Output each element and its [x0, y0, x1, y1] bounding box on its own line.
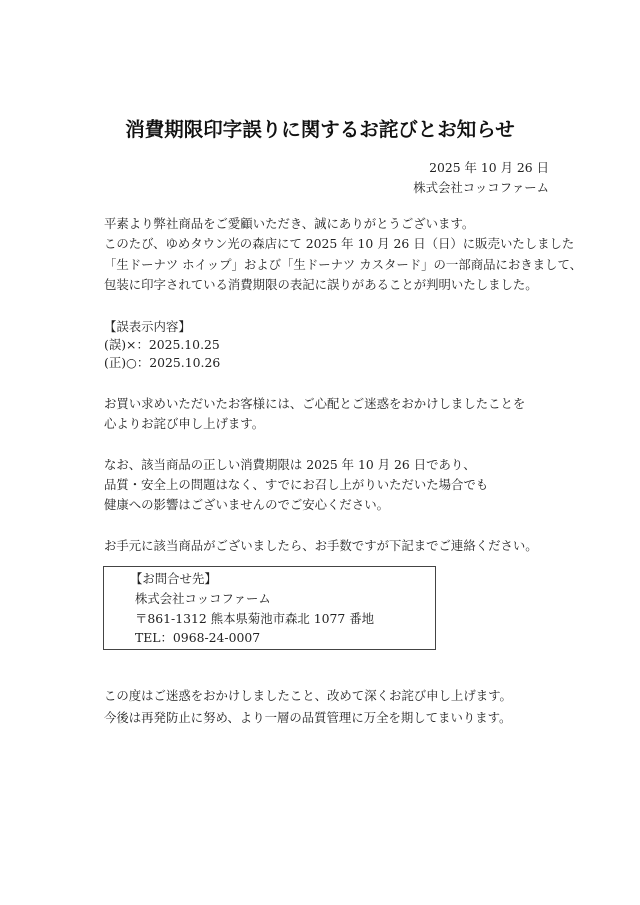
- intro-line: 平素より弊社商品をご愛顧いただき、誠にありがとうございます。: [104, 216, 475, 231]
- contact-heading: 【お問合せ先】: [130, 571, 217, 586]
- contact-address: 〒861-1312 熊本県菊池市森北 1077 番地: [135, 611, 375, 626]
- closing-line: この度はご迷惑をおかけしましたこと、改めて深くお詫び申し上げます。: [104, 688, 512, 703]
- safety-line: 品質・安全上の問題はなく、すでにお召し上がりいただいた場合でも: [104, 477, 489, 492]
- apology-line: 心よりお詫び申し上げます。: [104, 416, 265, 431]
- intro-line: 包装に印字されている消費期限の表記に誤りがあることが判明いたしました。: [104, 277, 538, 292]
- contact-tel: TEL：0968-24-0007: [135, 630, 261, 645]
- closing-line: 今後は再発防止に努め、より一層の品質管理に万全を期してまいります。: [104, 710, 512, 725]
- document-title: 消費期限印字誤りに関するお詫びとお知らせ: [125, 118, 515, 141]
- safety-line: なお、該当商品の正しい消費期限は 2025 年 10 月 26 日であり、: [104, 457, 476, 472]
- contact-request: お手元に該当商品がございましたら、お手数ですが下記までご連絡ください。: [104, 538, 538, 553]
- intro-line: このたび、ゆめタウン光の森店にて 2025 年 10 月 26 日（日）に販売いたしました: [104, 236, 575, 251]
- error-wrong-date: (誤)×：2025.10.25: [104, 337, 220, 352]
- safety-line: 健康への影響はございませんのでご安心ください。: [104, 497, 389, 512]
- error-correct-date: (正)○：2025.10.26: [104, 355, 221, 370]
- contact-company: 株式会社コッコファーム: [135, 591, 271, 606]
- issuer-name: 株式会社コッコファーム: [413, 180, 549, 195]
- apology-line: お買い求めいただいたお客様には、ご心配とご迷惑をおかけしましたことを: [104, 396, 526, 411]
- document-date: 2025 年 10 月 26 日: [429, 160, 549, 175]
- intro-line: 「生ドーナツ ホイップ」および「生ドーナツ カスタード」の一部商品におきまして、: [104, 257, 582, 272]
- error-heading: 【誤表示内容】: [104, 319, 191, 334]
